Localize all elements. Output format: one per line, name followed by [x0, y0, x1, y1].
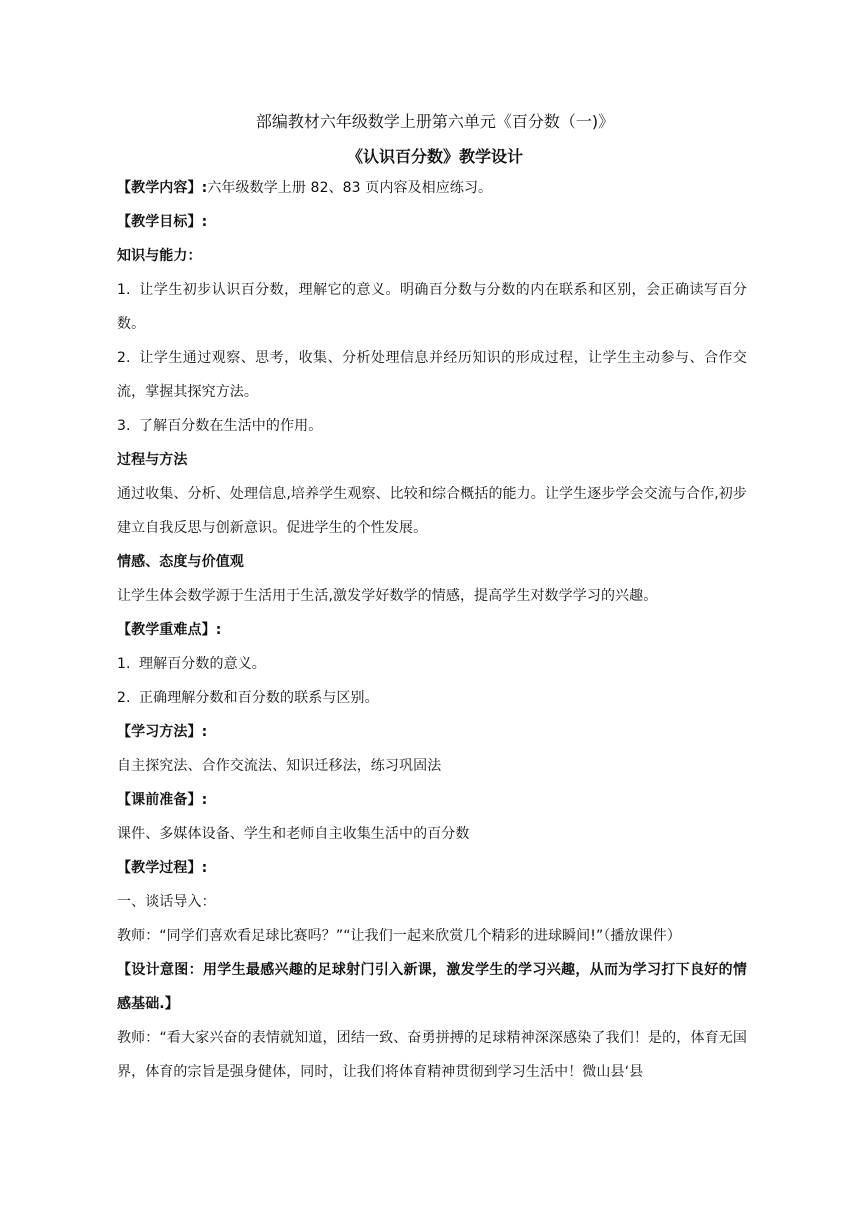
list-number: 2. [117, 690, 131, 706]
learning-method-label: 【学习方法】: [117, 724, 208, 740]
knowledge-item [117, 341, 747, 409]
knowledge-item [117, 409, 747, 443]
learning-method-text: 自主探究法、合作交流法、知识迁移法，练习巩固法 [117, 758, 442, 774]
preparation-label: 【课前准备】: [117, 792, 208, 808]
list-number: 1. [117, 282, 131, 298]
list-number: 1. [117, 656, 131, 672]
list-item-text: 了解百分数在生活中的作用。 [139, 418, 323, 434]
knowledge-item [117, 273, 747, 341]
step-one-heading: 一、谈话导入： [117, 894, 216, 910]
teaching-goals-label: 【教学目标】: [117, 214, 208, 230]
list-item-text: 让学生初步认识百分数，理解它的意义。明确百分数与分数的内在联系和区别，会正确读写百分数。 [117, 282, 747, 332]
preparation-text: 课件、多媒体设备、学生和老师自主收集生活中的百分数 [117, 826, 470, 842]
teaching-content-text: 六年级数学上册 82、83 页内容及相应练习。 [207, 180, 493, 196]
emotion-heading: 情感、态度与价值观 [117, 554, 244, 570]
list-item-text: 让学生通过观察、思考，收集、分析处理信息并经历知识的形成过程，让学生主动参与、合作交流，掌握其探究方法。 [117, 350, 747, 400]
list-item-text: 正确理解分数和百分数的联系与区别。 [139, 690, 379, 706]
procedure-label: 【教学过程】: [117, 860, 208, 876]
list-number: 2. [117, 350, 131, 366]
teacher-dialogue-2: 教师：“看大家兴奋的表情就知道，团结一致、奋勇拼搏的足球精神深深感染了我们！是的，体育无国界，体育的宗旨是强身健体，同时，让我们将体育精神贯彻到学习生活中！微山县‘县 [117, 1030, 747, 1080]
teaching-content-label: 【教学内容】: [117, 180, 208, 196]
key-point-item [117, 681, 747, 715]
document-title: 部编教材六年级数学上册第六单元《百分数（一)》 [255, 112, 615, 131]
key-points-label: 【教学重难点】: [117, 622, 222, 638]
list-item-text: 理解百分数的意义。 [139, 656, 266, 672]
process-heading: 过程与方法 [117, 452, 188, 468]
emotion-text: 让学生体会数学源于生活用于生活,激发学好数学的情感，提高学生对数学学习的兴趣。 [117, 588, 658, 604]
teaching-content-paragraph [117, 171, 747, 205]
document-body [117, 112, 747, 1089]
document-subtitle: 《认识百分数》教学设计 [346, 147, 523, 166]
process-text: 通过收集、分析、处理信息,培养学生观察、比较和综合概括的能力。让学生逐步学会交流与合作,初步建立自我反思与创新意识。促进学生的个性发展。 [117, 486, 747, 536]
key-point-item [117, 647, 747, 681]
list-number: 3. [117, 418, 131, 434]
design-intent: 【设计意图：用学生最感兴趣的足球射门引入新课，激发学生的学习兴趣，从而为学习打下良好的情感基础.】 [117, 962, 747, 1012]
teacher-dialogue-1: 教师：“同学们喜欢看足球比赛吗？”“让我们一起来欣赏几个精彩的进球瞬间!”（播放课件） [117, 928, 681, 944]
knowledge-heading: 知识与能力： [117, 248, 202, 264]
